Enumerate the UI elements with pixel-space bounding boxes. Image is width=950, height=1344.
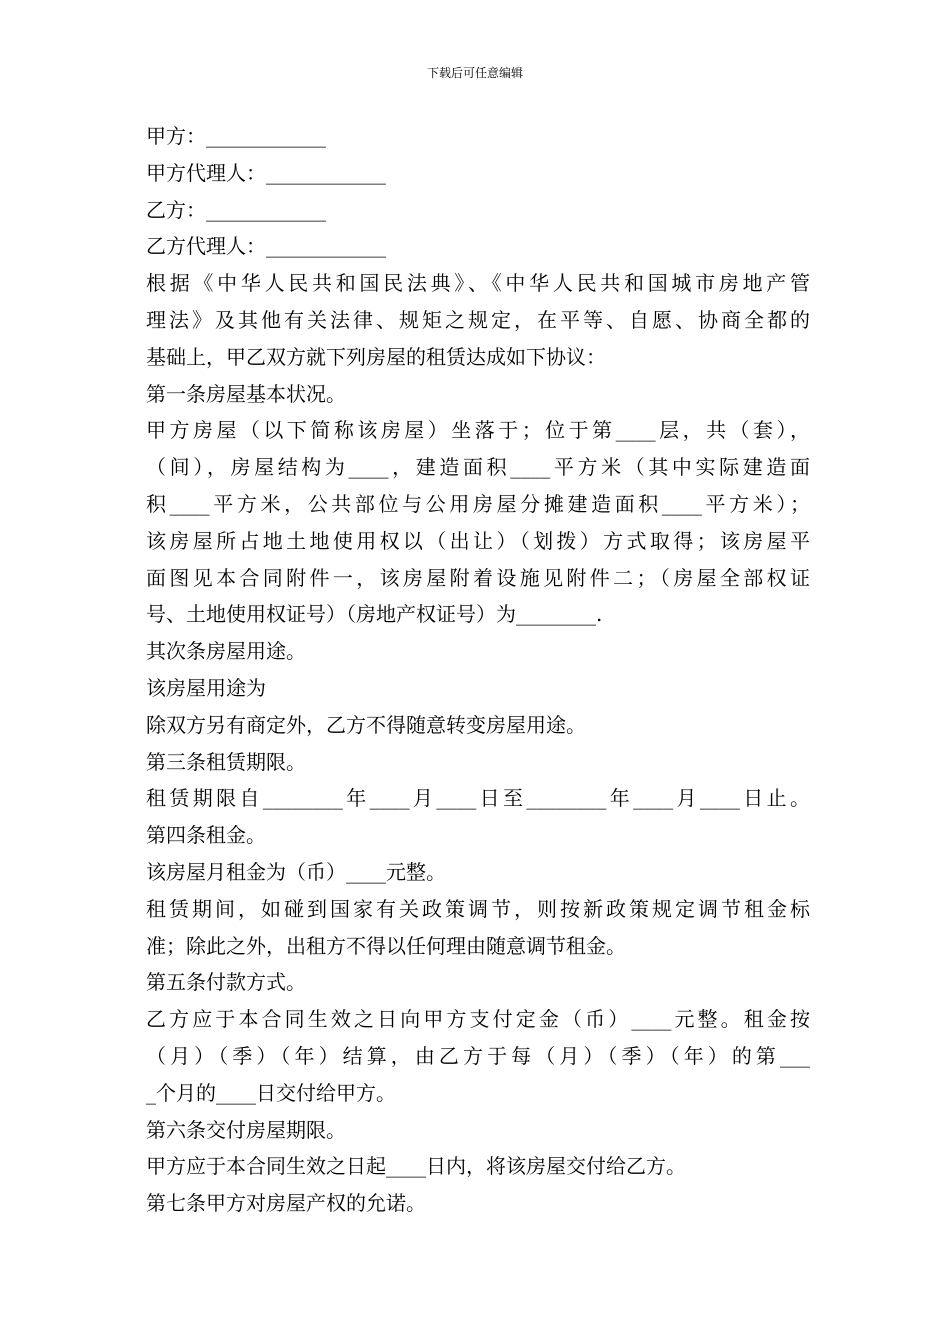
text-line: 积____平方米，公共部位与公用房屋分摊建造面积____平方米）； <box>146 491 810 516</box>
text-line: 基础上，甲乙双方就下列房屋的租赁达成如下协议： <box>146 344 606 369</box>
section-heading: 第一条房屋基本状况。 <box>146 381 346 406</box>
text-line: 乙方代理人：____________ <box>146 234 386 259</box>
text-line: （月）（季）（年）结算，由乙方于每（月）（季）（年）的第___ <box>146 1043 810 1068</box>
section-heading: 第六条交付房屋期限。 <box>146 1117 346 1142</box>
text-line: 乙方应于本合同生效之日向甲方支付定金（币）____元整。租金按 <box>146 1007 810 1032</box>
text-line: 准；除此之外，出租方不得以任何理由随意调节租金。 <box>146 933 626 958</box>
text-line: 甲方代理人：____________ <box>146 160 386 185</box>
text-line: 租赁期限自________年____月____日至________年____月____日止。 <box>146 786 810 811</box>
section-heading: 第五条付款方式。 <box>146 970 306 995</box>
section-heading: 第四条租金。 <box>146 823 266 848</box>
text-line: 甲方：____________ <box>146 124 326 148</box>
text-line: 理法》及其他有关法律、规矩之规定，在平等、自愿、协商全都的 <box>146 307 810 332</box>
text-line: 该房屋用途为 <box>146 675 266 700</box>
section-heading: 第三条租赁期限。 <box>146 749 306 774</box>
text-line: 该房屋月租金为（币）____元整。 <box>146 859 446 884</box>
text-line: 根据《中华人民共和国民法典》、《中华人民共和国城市房地产管 <box>146 271 810 296</box>
document-body <box>146 118 810 1222</box>
text-line: （间），房屋结构为____，建造面积____平方米（其中实际建造面 <box>146 455 810 480</box>
text-line: 甲方房屋（以下简称该房屋）坐落于；位于第____层，共（套）， <box>146 418 810 443</box>
page-header: 下载后可任意编辑 <box>426 66 523 80</box>
text-line: 租赁期间，如碰到国家有关政策调节，则按新政策规定调节租金标 <box>146 896 810 921</box>
text-line: 号、土地使用权证号）（房地产权证号）为________. <box>146 602 603 627</box>
text-line: 面图见本合同附件一，该房屋附着设施见附件二；（房屋全部权证 <box>146 565 810 590</box>
text-line: 乙方：____________ <box>146 197 326 222</box>
text-line: 该房屋所占地土地使用权以（出让）（划拨）方式取得；该房屋平 <box>146 528 810 553</box>
text-line: 除双方另有商定外，乙方不得随意转变房屋用途。 <box>146 712 586 737</box>
section-heading: 其次条房屋用途。 <box>146 639 306 664</box>
section-heading: 第七条甲方对房屋产权的允诺。 <box>146 1191 426 1216</box>
text-line: _个月的____日交付给甲方。 <box>146 1080 396 1105</box>
text-line: 甲方应于本合同生效之日起____日内，将该房屋交付给乙方。 <box>146 1154 686 1179</box>
